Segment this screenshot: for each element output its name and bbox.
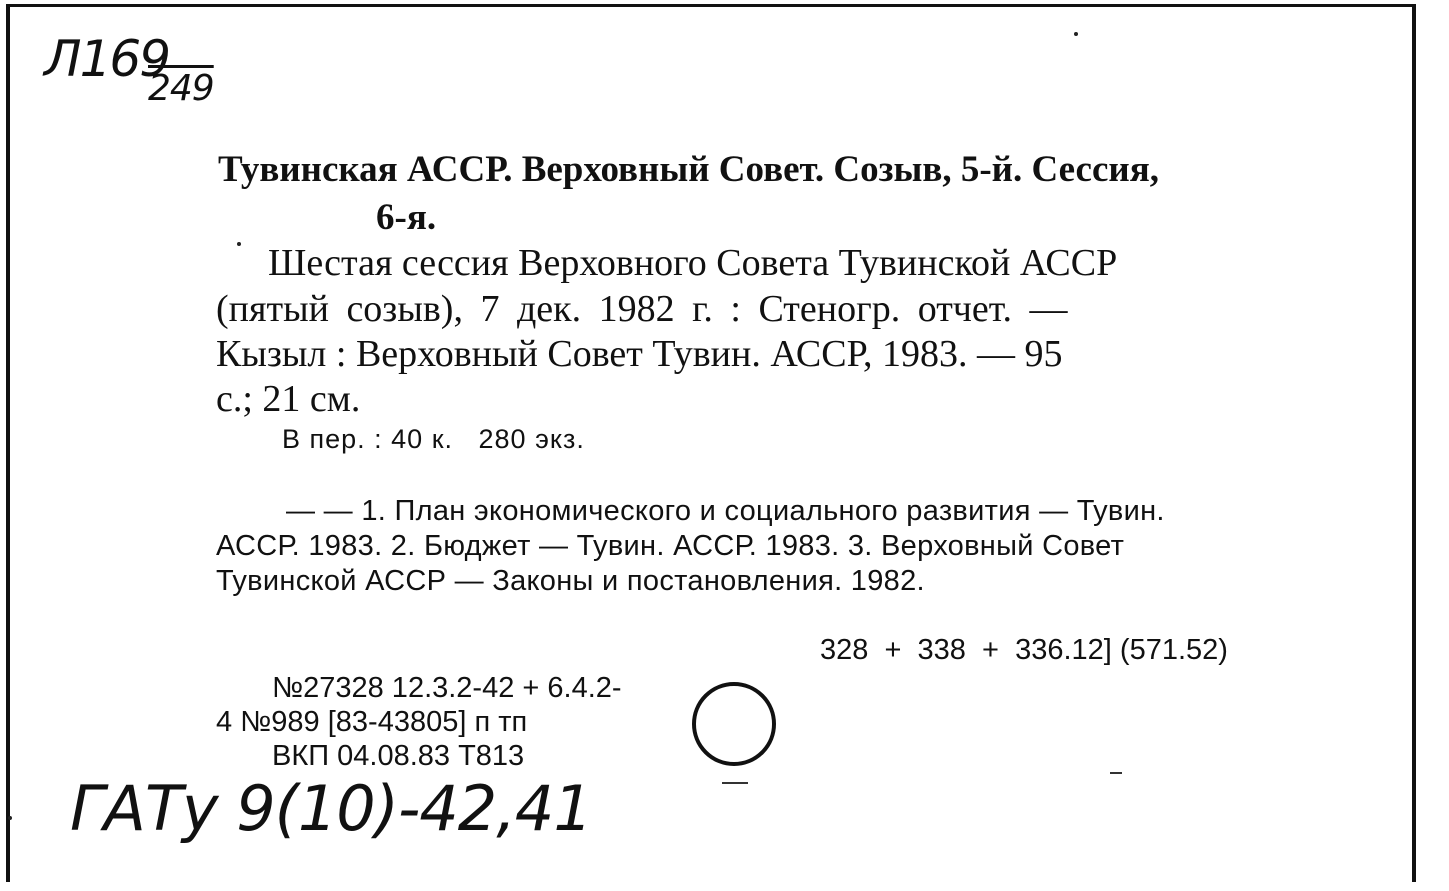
body-line-3: Кызыл : Верховный Совет Тувин. АССР, 1983. — 95	[216, 333, 1063, 375]
shelf-mark: Л169	[44, 30, 170, 88]
heading-line-1: Тувинская АССР. Верховный Совет. Созыв, 5-й. Сессия,	[218, 149, 1159, 190]
subjects-line-1: — — 1. План экономического и социального развития — Тувин.	[286, 495, 1165, 527]
subjects-line-2: АССР. 1983. 2. Бюджет — Тувин. АССР. 1983. 3. Верховный Совет	[216, 530, 1125, 562]
stamp-circle	[692, 682, 776, 766]
body-line-1: Шестая сессия Верховного Совета Тувинской АССР	[268, 242, 1118, 284]
shelf-mark-sub: 249	[148, 68, 214, 109]
handwritten-code: ГАТу 9(10)-42,41	[70, 772, 592, 845]
price-line: В пер. : 40 к. 280 экз.	[282, 424, 585, 454]
speck-mark	[1110, 772, 1122, 774]
classification-index: 328 + 338 + 336.12] (571.52)	[820, 634, 1228, 666]
body-line-4: с.; 21 см.	[216, 378, 361, 420]
body-line-2: (пятый созыв), 7 дек. 1982 г. : Стеногр. отчет. —	[216, 288, 1068, 330]
speck-dot	[8, 816, 12, 820]
code-line-2: 4 №989 [83-43805] п тп	[216, 706, 528, 738]
speck-dot	[1074, 32, 1078, 36]
heading-line-2: 6-я.	[376, 197, 437, 238]
code-line-3: ВКП 04.08.83 Т813	[272, 740, 525, 772]
speck-dot	[237, 242, 241, 246]
subjects-line-3: Тувинской АССР — Законы и постановления. 1982.	[216, 565, 925, 597]
code-line-1: №27328 12.3.2-42 + 6.4.2-	[272, 672, 622, 704]
speck-mark	[722, 782, 748, 784]
